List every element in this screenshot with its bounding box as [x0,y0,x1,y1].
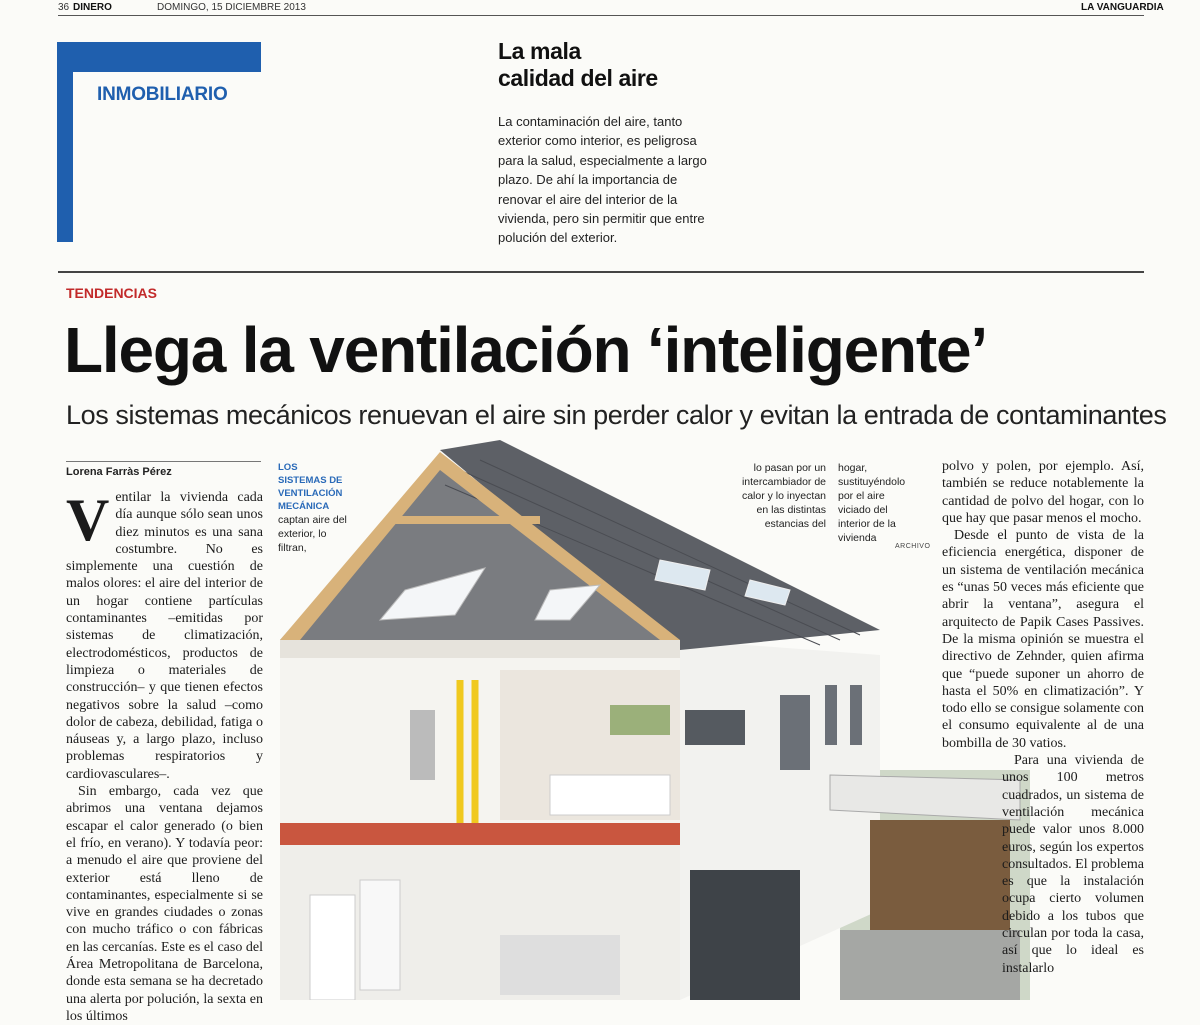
caption-1 [278,461,348,555]
window [825,685,837,745]
page-number: 36 [58,2,70,13]
window-shutter [685,710,745,745]
paragraph: Sin embargo, cada vez que abrimos una ventana dejamos escapar el calor generado (o bien el frío, en verano). Y todavía peor: a menudo el aire que proviene del exterior está lleno de contaminantes, especialmente si se vive en grandes ciudades o zonas con mucho tráfico o con fábricas en las cercanías. Este es el caso del Área Metropolitana de Barcelona, donde esta semana se ha decretado una alerta por polución, la sexta en los últimos [66,784,263,1024]
wall-picture [610,705,670,735]
article-deck: Los sistemas mecánicos renuevan el aire sin perder calor y evitan la entrada de contaminantes [66,400,1167,430]
paragraph: Desde el punto de vista de la eficiencia energética, disponer de un sistema de ventilación mecánica es “unas 50 veces más eficiente que abrir la ventana”, asegura el arquitecto de Papik Cases Passives. De la misma opinión se muestra el directivo de Zehnder, quien afirma que “puede suponer un ahorro de hasta el 50% en climatización”. Y todo ello se consigue solamente con el consumo equivalente al de una bombilla de 30 vatios. [942,528,1144,751]
paragraph [66,489,263,783]
byline-rule [66,461,261,462]
floor-slab [280,823,680,845]
teaser-body: La contaminación del aire, tanto exterior como interior, es peligrosa para la salud, especialmente a largo plazo. De ahí la importancia de renovar el aire del interior de la vivienda, pero sin permitir que entre polución del exterior. [498,114,707,246]
photo-credit: ARCHIVO [895,543,931,550]
paragraph: Para una vivienda de unos 100 metros cuadrados, un sistema de ventilación mecánica puede valor unos 8.000 euros, según los expertos consultados. El problema es que la instalación ocupa cierto volumen debido a los tubos que circulan por toda la casa, así que lo ideal es instalarlo [1002,753,1144,976]
article-byline: Lorena Farràs Pérez [66,466,172,478]
article-top-rule [58,271,1144,273]
page-header [0,0,1200,16]
paragraph: polvo y polen, por ejemplo. Así, también se reduce notablemente la cantidad de polvo del hogar, con lo que hay que pasar menos el mocho. [942,459,1144,526]
header-rule [58,15,1144,16]
teaser-title-line1: La mala [498,38,581,64]
section-bracket-left [57,42,73,242]
wall-radiator [410,710,435,780]
ventilation-unit [310,895,355,1000]
kitchen-island [500,935,620,995]
issue-date: DOMINGO, 15 DICIEMBRE 2013 [157,2,306,13]
article-kicker: TENDENCIAS [66,285,158,301]
heat-exchanger [360,880,400,990]
ground-glazing [690,870,800,1000]
newspaper-name: LA VANGUARDIA [1081,2,1164,13]
caption-3: hogar, sustituyéndolo por el aire viciado del interior de la vivienda [838,462,906,544]
teaser-title-line2: calidad del aire [498,65,658,91]
window [850,685,862,745]
attic-floor [280,640,680,658]
paragraph-text: entilar la vivienda cada día aunque sólo sean unos diez minutos es una sana costumbre. No es simplemente una cuestión de malos olores: el aire del interior de un hogar contiene partículas contaminantes –emitidas por sistemas de climatización, electrodomésticos, productos de limpieza o materiales de construcción– y que tienen efectos negativos sobre la salud –como dolor de cabeza, debilidad, fatiga o náuseas y, a largo plazo, incluso problemas respiratorios y cardiovasculares–. [66,490,263,782]
article-column-left [66,489,263,1025]
caption-1-text: captan aire del exterior, lo filtran, [278,514,347,554]
article-headline: Llega la ventilación ‘inteligente’ [64,314,987,386]
section-bracket-top [57,42,261,72]
window [780,695,810,770]
caption-1-heading: LOS SISTEMAS DE VENTILACIÓN MECÁNICA [278,462,343,512]
drop-cap: V [66,487,110,553]
bed [550,775,670,815]
caption-2: lo pasan por un intercambiador de calor y lo inyectan en las distintas estancias del [741,462,826,530]
section-name: DINERO [73,2,112,13]
teaser-title [498,38,758,92]
section-label: INMOBILIARIO [97,84,228,105]
article-column-right [942,458,1144,977]
